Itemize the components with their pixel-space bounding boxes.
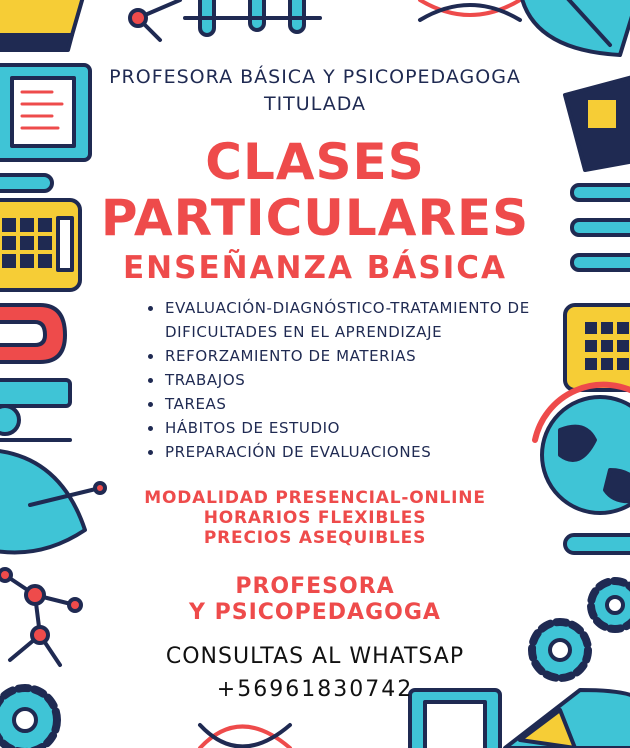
list-item: TAREAS xyxy=(146,392,546,416)
book-icon xyxy=(0,0,85,50)
modality-line: MODALIDAD PRESENCIAL-ONLINE xyxy=(144,488,486,508)
footer-title-line-1: PROFESORA xyxy=(235,574,395,599)
molecule-icon xyxy=(130,0,180,40)
subtitle: ENSEÑANZA BÁSICA xyxy=(123,250,507,286)
test-tubes-icon xyxy=(185,0,320,35)
list-item: PREPARACIÓN DE EVALUACIONES xyxy=(146,440,546,464)
microscope-icon xyxy=(0,380,70,440)
dna-icon xyxy=(420,0,520,20)
contact-label: CONSULTAS AL WHATSAP xyxy=(165,644,465,669)
dna-icon xyxy=(200,725,290,748)
services-list xyxy=(146,296,546,464)
list-item: HÁBITOS DE ESTUDIO xyxy=(146,416,546,440)
title-line-1: CLASES xyxy=(205,133,425,191)
satellite-dish-icon xyxy=(520,0,630,55)
list-item: EVALUACIÓN-DIAGNÓSTICO-TRATAMIENTO DE DIFICULTADES EN EL APRENDIZAJE xyxy=(146,296,546,344)
footer-title-line-2: Y PSICOPEDAGOGA xyxy=(189,600,441,625)
header-line-1: PROFESORA BÁSICA Y PSICOPEDAGOGA xyxy=(109,66,521,88)
schedule-line: HORARIOS FLEXIBLES xyxy=(203,508,427,528)
list-item: REFORZAMIENTO DE MATERIAS xyxy=(146,344,546,368)
magnet-icon xyxy=(0,305,65,362)
header-line-2: TITULADA xyxy=(263,93,367,115)
list-item: TRABAJOS xyxy=(146,368,546,392)
contact-phone: +56961830742 xyxy=(216,677,414,702)
price-line: PRECIOS ASEQUIBLES xyxy=(203,528,427,548)
calculator-icon xyxy=(565,305,630,390)
title-line-2: PARTICULARES xyxy=(100,189,530,247)
